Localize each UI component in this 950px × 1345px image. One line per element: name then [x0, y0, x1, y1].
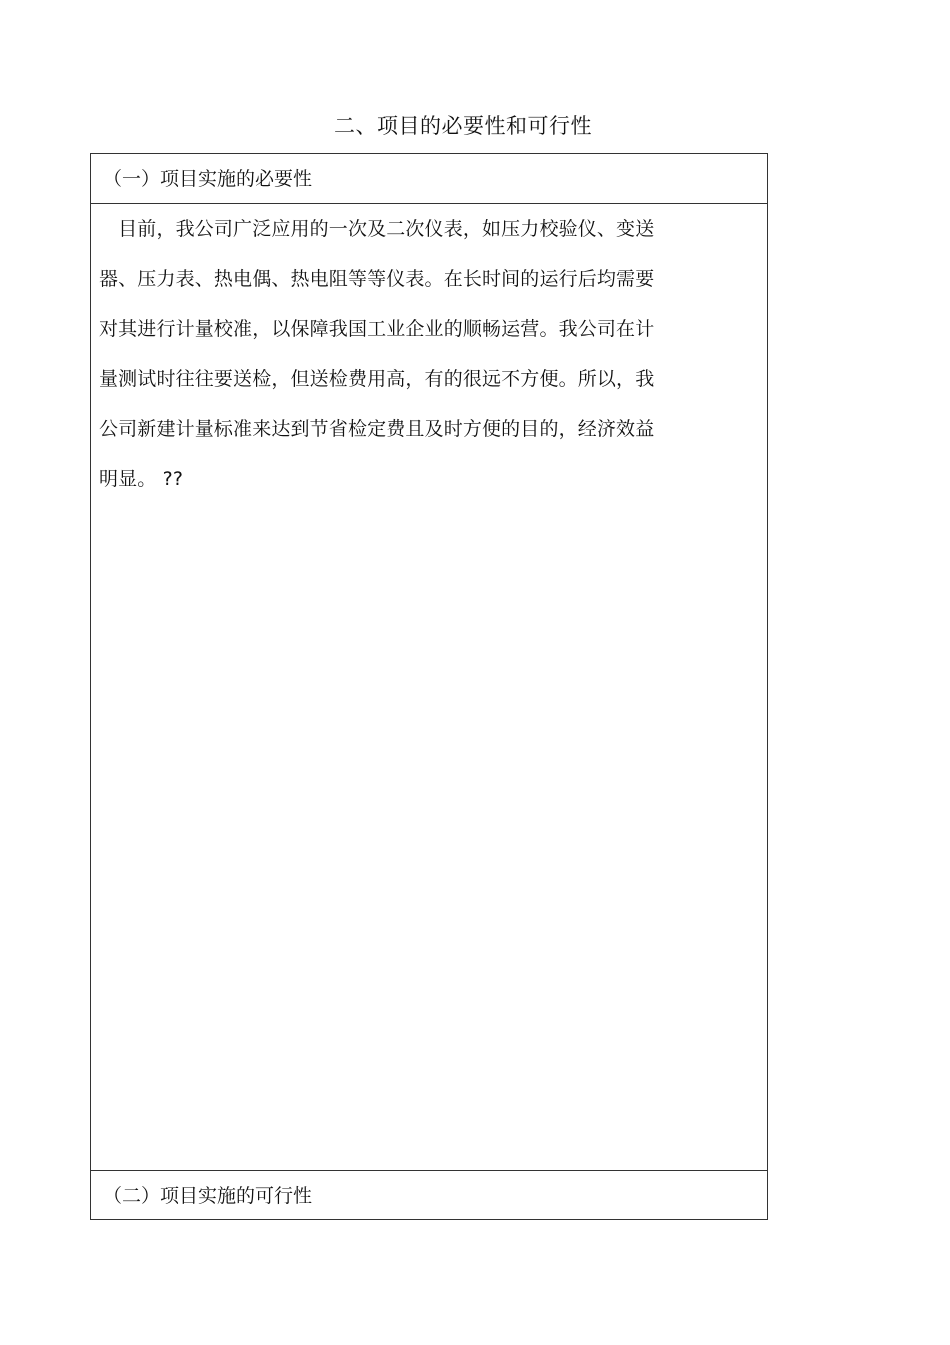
body-line-3: 对其进行计量校准，以保障我国工业企业的顺畅运营。我公司在计 [99, 318, 655, 340]
body-line-4: 量测试时往往要送检，但送检费用高，有的很远不方便。所以，我 [99, 368, 655, 390]
page-title: 二、项目的必要性和可行性 [334, 114, 592, 138]
body-line-5: 公司新建计量标准来达到节省检定费且及时方便的目的，经济效益 [99, 418, 655, 440]
form-table [90, 153, 768, 1220]
necessity-body [91, 205, 767, 1171]
body-line-2: 器、压力表、热电偶、热电阻等等仪表。在长时间的运行后均需要 [99, 268, 655, 290]
section-heading-necessity: （一）项目实施的必要性 [91, 154, 767, 204]
body-line-6: 明显。 ?? [99, 468, 184, 490]
body-line-1: 目前，我公司广泛应用的一次及二次仪表，如压力校验仪、变送 [99, 218, 655, 240]
section-heading-feasibility: （二）项目实施的可行性 [91, 1170, 767, 1220]
